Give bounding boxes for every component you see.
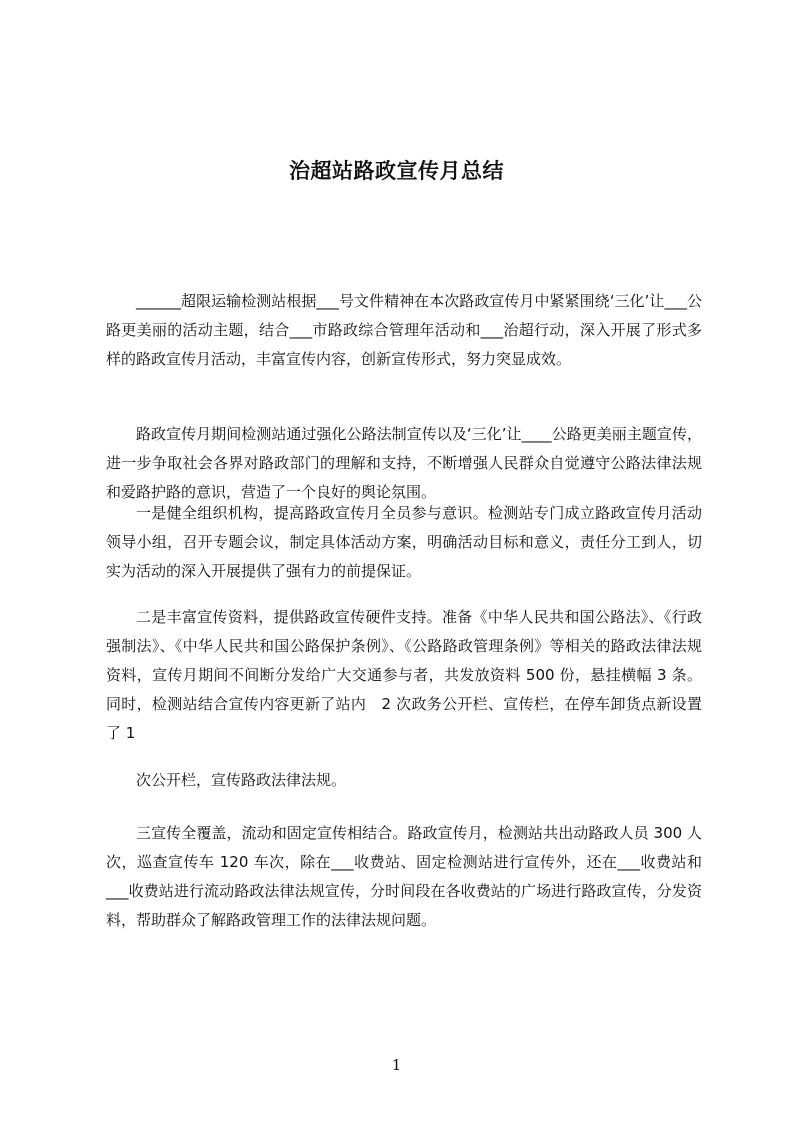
paragraph-publicity-overview: 路政宣传月期间检测站通过强化公路法制宣传以及‘三化’让____公路更美丽主题宣传，进一步争取社会各界对路政部门的理解和支持，不断增强人民群众自觉遵守公路法律法规和爱路护路的意识，营造了一个良好的舆论氛围。 <box>106 425 702 501</box>
paragraph-organization: 一是健全组织机构，提高路政宣传月全员参与意识。检测站专门成立路政宣传月活动领导小组，召开专题会议，制定具体活动方案，明确活动目标和意义，责任分工到人，切实为活动的深入开展提供了强有力的前提保证。 <box>106 504 702 580</box>
page-number: 1 <box>391 1056 402 1074</box>
paragraph-coverage: 三宣传全覆盖，流动和固定宣传相结合。路政宣传月，检测站共出动路政人员 300 人次，巡查宣传车 120 车次，除在___收费站、固定检测站进行宣传外，还在___收费站和___收费站进行流动路政法律法规宣传，分时间段在各收费站的广场进行路政宣传，分发资料，帮助群众了解路政管理工作的法律法规问题。 <box>106 824 702 929</box>
paragraph-bulletin-continuation: 次公开栏，宣传路政法律法规。 <box>136 771 347 789</box>
document-title: 治超站路政宣传月总结 <box>289 159 504 184</box>
paragraph-materials: 二是丰富宣传资料，提供路政宣传硬件支持。准备《中华人民共和国公路法》、《行政强制法》、《中华人民共和国公路保护条例》、《公路路政管理条例》等相关的路政法律法规资料，宣传月期间不间断分发给广大交通参与者，共发放资料 500 份，悬挂横幅 3 条。同时，检测站结合宣传内容更新了站内 2 次政务公开栏、宣传栏，在停车卸货点新设置了 1 <box>106 608 702 742</box>
paragraph-introduction: ______超限运输检测站根据___号文件精神在本次路政宣传月中紧紧围绕‘三化’让___公路更美丽的活动主题，结合___市路政综合管理年活动和___治超行动，深入开展了形式多样的路政宣传月活动，丰富宣传内容，创新宣传形式，努力突显成效。 <box>106 292 702 368</box>
